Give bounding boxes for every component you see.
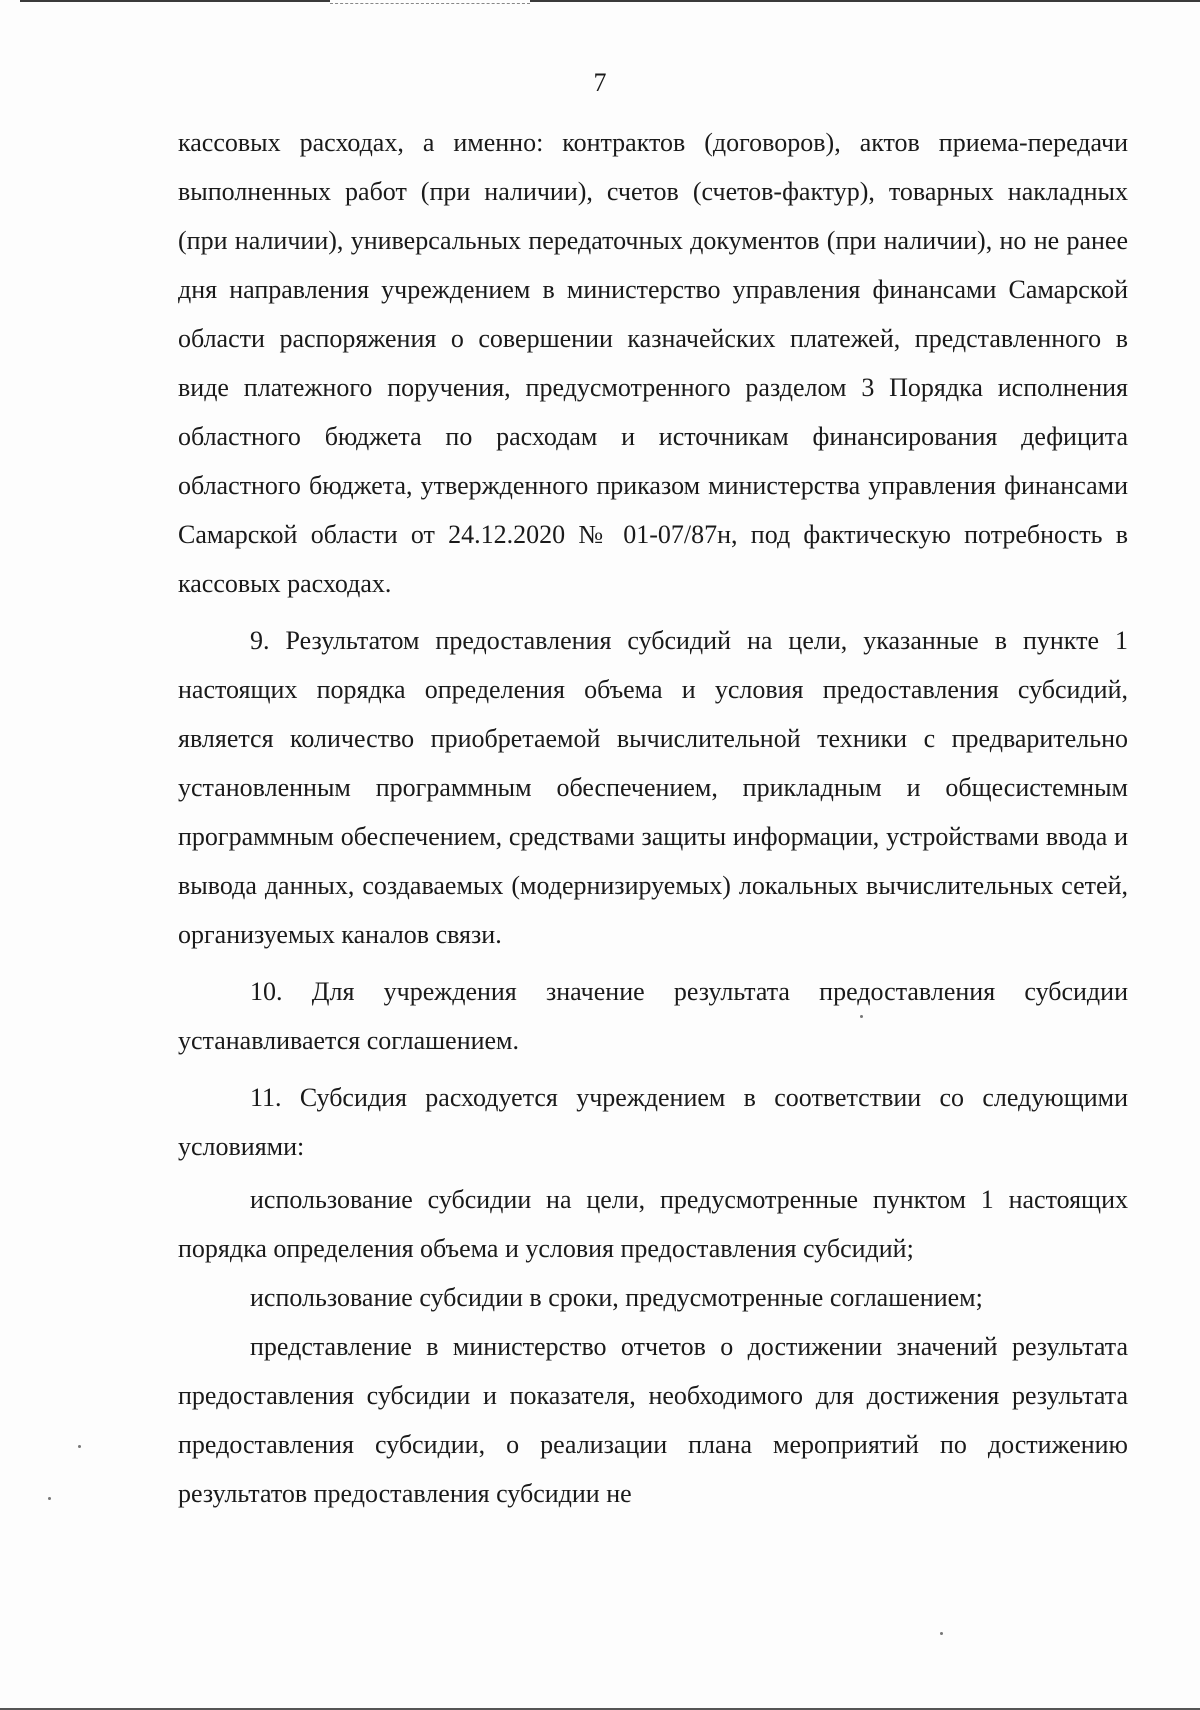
paragraph-item-9: 9. Результатом предоставления субсидий на цели, указанные в пункте 1 настоящих порядка определения объема и условия предоставления субсидий, является количество приобретаемой вычислительной техники с предварительно установленным программным обеспечением, прикладным и общесистемным программным обеспечением, средствами защиты информации, устройствами ввода и вывода данных, создаваемых (модернизируемых) локальных вычислительных сетей, организуемых каналов связи.: [178, 626, 1128, 949]
paragraph-condition-2: использование субсидии в сроки, предусмотренные соглашением;: [250, 1283, 983, 1312]
scan-edge-top: [20, 0, 1200, 2]
scan-edge-top-gap: [330, 0, 530, 4]
paragraph-continuation: кассовых расходах, а именно: контрактов (договоров), актов приема-передачи выполненных работ (при наличии), счетов (счетов-фактур), товарных накладных (при наличии), универсальных передаточных документов (при наличии), но не ранее дня направления учреждением в министерство управления финансами Самарской области распоряжения о совершении казначейских платежей, представленного в виде платежного поручения, предусмотренного разделом 3 Порядка исполнения областного бюджета по расходам и источникам финансирования дефицита областного бюджета, утвержденного приказом министерства управления финансами Самарской области от 24.12.2020 № 01-07/87н, под фактическую потребность в кассовых расходах.: [178, 128, 1128, 598]
paragraph-condition-3: представление в министерство отчетов о достижении значений результата предоставления субсидии и показателя, необходимого для достижения результата предоставления субсидии, о реализации плана мероприятий по достижению результатов предоставления субсидии не: [178, 1332, 1128, 1508]
paragraph-item-11: 11. Субсидия расходуется учреждением в соответствии со следующими условиями:: [178, 1083, 1128, 1161]
scan-speck: [940, 1632, 943, 1635]
scan-speck: [860, 1015, 863, 1018]
paragraph-item-10: 10. Для учреждения значение результата предоставления субсидии устанавливается соглашением.: [178, 977, 1128, 1055]
page-number: 7: [593, 68, 607, 97]
paragraph-condition-1: использование субсидии на цели, предусмотренные пунктом 1 настоящих порядка определения объема и условия предоставления субсидий;: [178, 1185, 1128, 1263]
scan-speck: [78, 1445, 81, 1448]
scan-speck: [48, 1497, 51, 1500]
document-body: [178, 118, 1128, 1518]
